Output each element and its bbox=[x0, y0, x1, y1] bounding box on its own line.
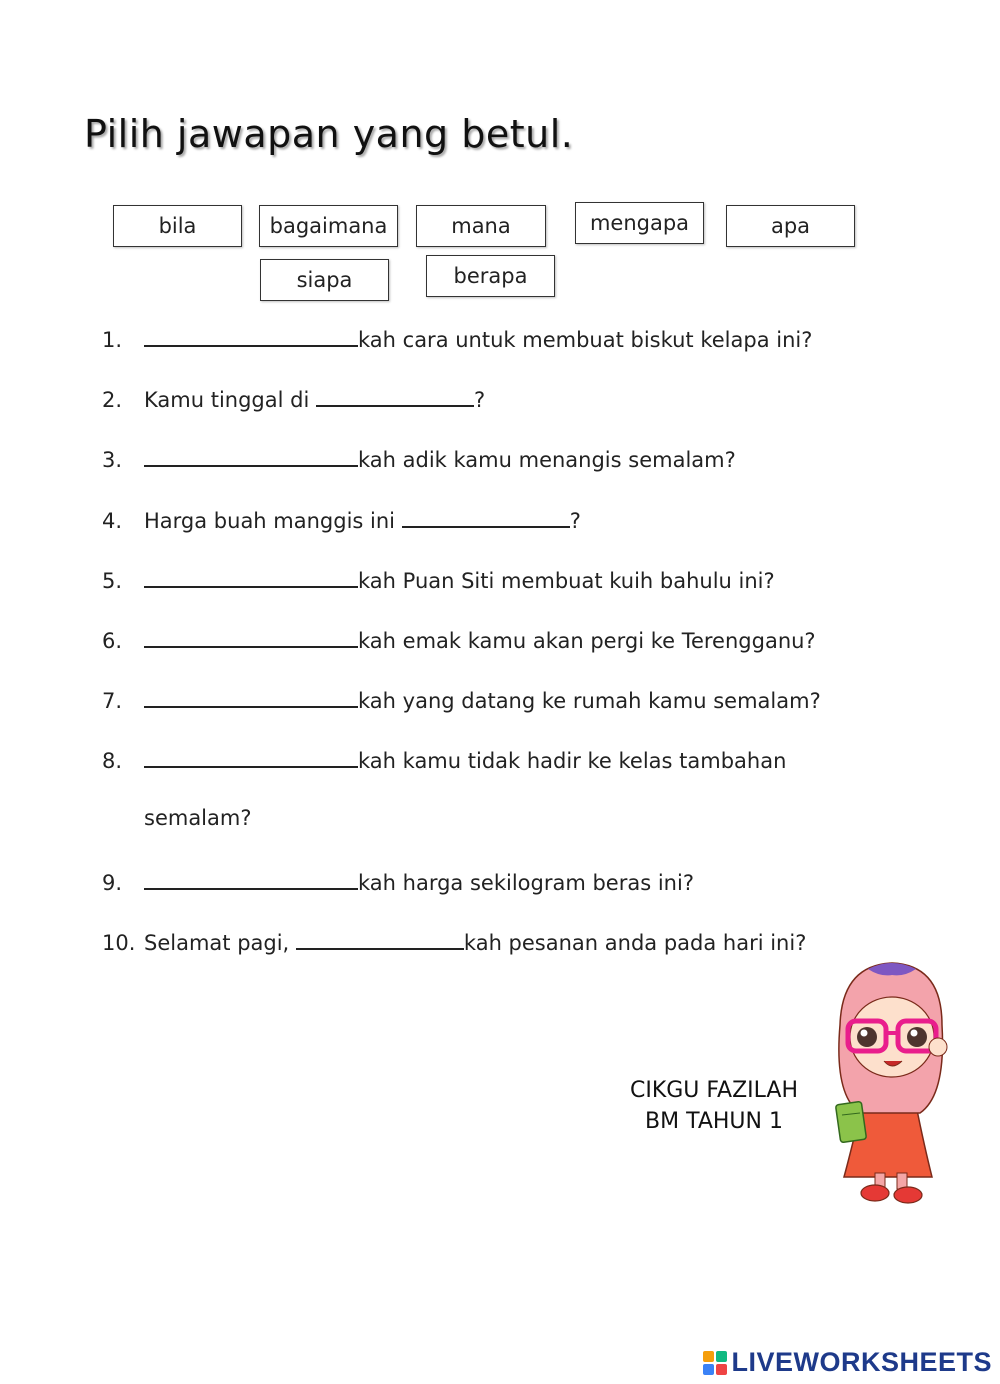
word-bank-berapa[interactable]: berapa bbox=[426, 255, 555, 297]
answer-blank[interactable] bbox=[144, 325, 358, 347]
answer-blank[interactable] bbox=[402, 506, 570, 528]
question-8-continuation: semalam? bbox=[144, 806, 252, 830]
question-number: 3. bbox=[102, 448, 123, 472]
answer-blank[interactable] bbox=[144, 626, 358, 648]
teacher-name: CIKGU FAZILAH bbox=[629, 1078, 799, 1103]
question-1 bbox=[102, 325, 812, 351]
worksheet-title: Pilih jawapan yang betul. bbox=[84, 112, 574, 156]
question-text-before: Harga buah manggis ini bbox=[144, 509, 402, 533]
logo-text: LIVEWORKSHEETS bbox=[731, 1347, 992, 1377]
question-2 bbox=[102, 385, 485, 411]
question-8 bbox=[102, 746, 786, 772]
word-bank-bila[interactable]: bila bbox=[113, 205, 242, 247]
question-text: kah yang datang ke rumah kamu semalam? bbox=[358, 689, 821, 713]
question-number: 6. bbox=[102, 629, 123, 653]
question-number: 9. bbox=[102, 871, 123, 895]
question-number: 4. bbox=[102, 509, 123, 533]
word-bank-mengapa[interactable]: mengapa bbox=[575, 202, 704, 244]
question-text: kah cara untuk membuat biskut kelapa ini? bbox=[358, 328, 813, 352]
question-10 bbox=[102, 928, 806, 954]
question-text: kah pesanan anda pada hari ini? bbox=[463, 931, 807, 955]
word-bank-apa[interactable]: apa bbox=[726, 205, 855, 247]
question-text: kah adik kamu menangis semalam? bbox=[358, 448, 736, 472]
answer-blank[interactable] bbox=[144, 566, 358, 588]
word-bank-siapa[interactable]: siapa bbox=[260, 259, 389, 301]
question-7 bbox=[102, 686, 821, 712]
answer-blank[interactable] bbox=[316, 385, 474, 407]
liveworksheets-logo[interactable] bbox=[703, 1347, 992, 1378]
question-text-before: Selamat pagi, bbox=[144, 931, 296, 955]
question-text: kah harga sekilogram beras ini? bbox=[358, 871, 694, 895]
answer-blank[interactable] bbox=[144, 746, 358, 768]
answer-blank[interactable] bbox=[144, 868, 358, 890]
question-text: ? bbox=[473, 388, 486, 412]
question-text: ? bbox=[569, 509, 581, 533]
question-6 bbox=[102, 626, 816, 652]
question-number: 5. bbox=[102, 569, 123, 593]
question-number: 7. bbox=[102, 689, 123, 713]
question-text: kah emak kamu akan pergi ke Terengganu? bbox=[358, 629, 816, 653]
question-5 bbox=[102, 566, 775, 592]
question-4 bbox=[102, 506, 581, 532]
question-9 bbox=[102, 868, 694, 894]
answer-blank[interactable] bbox=[144, 686, 358, 708]
question-number: 1. bbox=[102, 328, 123, 352]
word-bank-bagaimana[interactable]: bagaimana bbox=[259, 205, 398, 247]
liveworksheets-icon bbox=[703, 1351, 727, 1375]
word-bank-mana[interactable]: mana bbox=[416, 205, 546, 247]
question-number: 10. bbox=[102, 931, 136, 955]
answer-blank[interactable] bbox=[296, 928, 464, 950]
question-number: 2. bbox=[102, 388, 123, 412]
question-text-before: Kamu tinggal di bbox=[144, 388, 316, 412]
question-text: kah Puan Siti membuat kuih bahulu ini? bbox=[358, 569, 775, 593]
question-text: kah kamu tidak hadir ke kelas tambahan bbox=[358, 749, 787, 773]
question-number: 8. bbox=[102, 749, 123, 773]
answer-blank[interactable] bbox=[144, 445, 358, 467]
class-label: BM TAHUN 1 bbox=[645, 1109, 783, 1134]
teacher-cartoon-illustration bbox=[820, 955, 960, 1210]
question-3 bbox=[102, 445, 736, 471]
